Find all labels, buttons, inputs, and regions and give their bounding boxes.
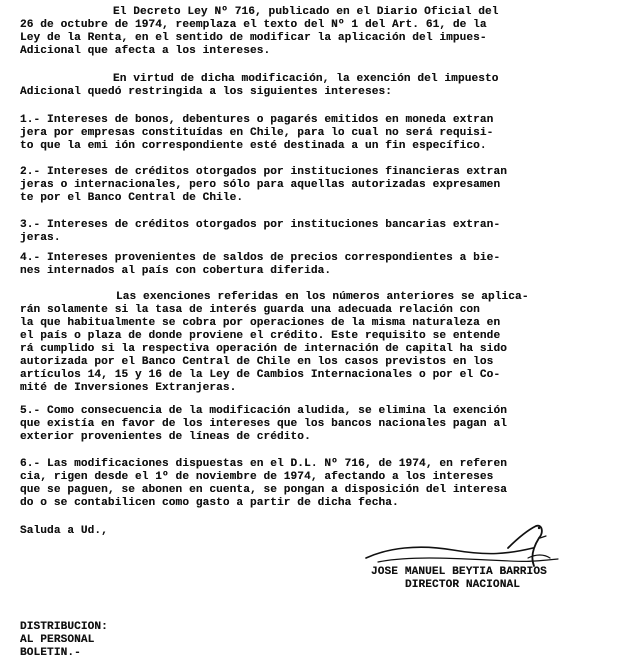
item4-line: 4.- Intereses provenientes de saldos de precios correspondientes a bie- bbox=[20, 252, 501, 264]
exemptions-line: Las exenciones referidas en los números anteriores se aplica- bbox=[116, 291, 529, 303]
item3-line: 3.- Intereses de créditos otorgados por instituciones bancarias extran- bbox=[20, 219, 501, 231]
signatory-name: JOSE MANUEL BEYTIA BARRIOS bbox=[371, 566, 547, 578]
exemptions-line: rán solamente si la tasa de interés guarda una adecuada relación con bbox=[20, 304, 480, 316]
item5-line: que existía en favor de los intereses que los bancos nacionales pagan al bbox=[20, 418, 507, 430]
item5-line: 5.- Como consecuencia de la modificación aludida, se elimina la exención bbox=[20, 405, 507, 417]
para2-line: Adicional quedó restringida a los siguientes intereses: bbox=[20, 86, 392, 98]
item6-line: que se paguen, se abonen en cuenta, se pongan a disposición del interesa bbox=[20, 484, 507, 496]
item2-line: 2.- Intereses de créditos otorgados por instituciones financieras extran bbox=[20, 166, 507, 178]
closing-salutation: Saluda a Ud., bbox=[20, 525, 108, 537]
item1-line: 1.- Intereses de bonos, debentures o pagarés emitidos en moneda extran bbox=[20, 114, 494, 126]
intro-line: Ley de la Renta, en el sentido de modificar la aplicación del impues- bbox=[20, 32, 487, 44]
item3-line: jeras. bbox=[20, 232, 61, 244]
item1-line: to que la emi ión correspondiente esté destinada a un fin específico. bbox=[20, 140, 487, 152]
distribution-line: DISTRIBUCION: bbox=[20, 621, 108, 633]
item2-line: te por el Banco Central de Chile. bbox=[20, 192, 244, 204]
signatory-title: DIRECTOR NACIONAL bbox=[405, 579, 520, 591]
exemptions-line: la que habitualmente se cobra por operaciones de la misma naturaleza en bbox=[20, 317, 501, 329]
exemptions-line: mité de Inversiones Extranjeras. bbox=[20, 382, 237, 394]
distribution-line: AL PERSONAL bbox=[20, 634, 95, 646]
item6-line: 6.- Las modificaciones dispuestas en el D.L. Nº 716, de 1974, en referen bbox=[20, 458, 507, 470]
para2-line: En virtud de dicha modificación, la exención del impuesto bbox=[113, 73, 499, 85]
intro-line: El Decreto Ley Nº 716, publicado en el Diario Oficial del bbox=[113, 6, 499, 18]
exemptions-line: artículos 14, 15 y 16 de la Ley de Cambios Internacionales o por el Co- bbox=[20, 369, 501, 381]
item4-line: nes internados al país con cobertura diferida. bbox=[20, 265, 332, 277]
item2-line: jeras o internacionales, pero sólo para aquellas autorizadas expresamen bbox=[20, 179, 501, 191]
item6-line: do o se contabilicen como gasto a partir de dicha fecha. bbox=[20, 497, 399, 509]
item5-line: exterior provenientes de líneas de crédito. bbox=[20, 431, 311, 443]
intro-line: Adicional que afecta a los intereses. bbox=[20, 45, 271, 57]
distribution-line: BOLETIN.- bbox=[20, 647, 81, 659]
intro-line: 26 de octubre de 1974, reemplaza el texto del Nº 1 del Art. 61, de la bbox=[20, 19, 487, 31]
exemptions-line: rá cumplido si la respectiva operación de internación de capital ha sido bbox=[20, 343, 507, 355]
item6-line: cia, rigen desde el 1º de noviembre de 1974, afectando a los intereses bbox=[20, 471, 494, 483]
exemptions-line: autorizada por el Banco Central de Chile en los casos previstos en los bbox=[20, 356, 494, 368]
item1-line: jera por empresas constituídas en Chile, para lo cual no será requisi- bbox=[20, 127, 494, 139]
exemptions-line: el país o plaza de donde proviene el crédito. Este requisito se entende bbox=[20, 330, 501, 342]
